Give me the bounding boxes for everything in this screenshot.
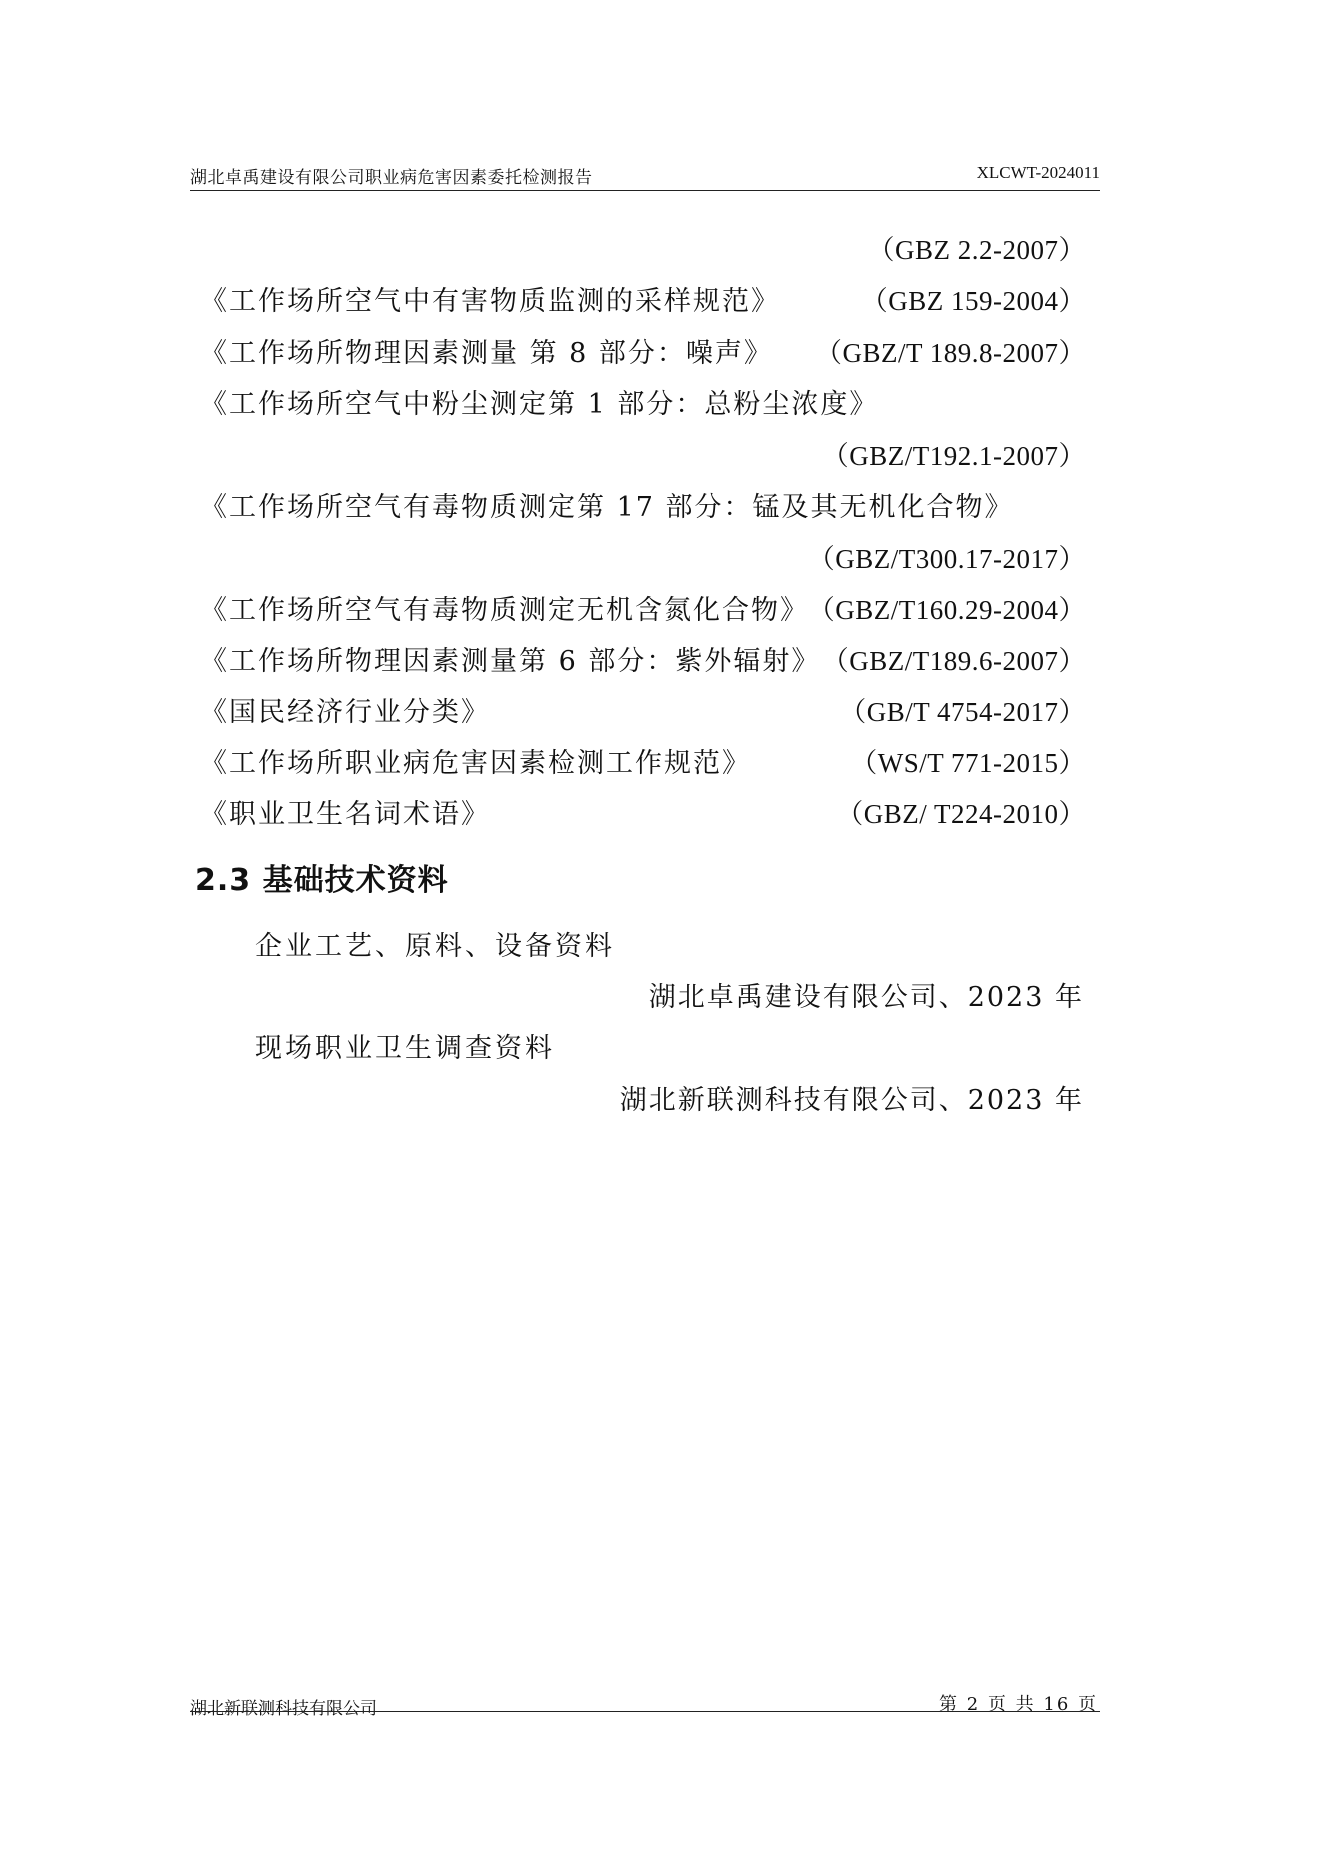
reference-title: 《工作场所空气中有害物质监测的采样规范》 [200,286,780,317]
reference-title: 《工作场所空气有毒物质测定无机含氮化合物》 [200,595,809,626]
tech-material-name: 企业工艺、原料、设备资料 [255,931,615,962]
footer-company: 湖北新联测科技有限公司 [190,1699,377,1719]
reference-code: （GBZ/T 189.8-2007） [815,338,1086,368]
reference-title: 《职业卫生名词术语》 [200,799,490,830]
reference-code: （GBZ/ T224-2010） [836,799,1086,829]
reference-code: （GBZ 159-2004） [860,286,1086,316]
reference-code: （WS/T 771-2015） [850,748,1086,778]
reference-code: （GBZ/T192.1-2007） [821,441,1086,471]
tech-material-name: 现场职业卫生调查资料 [255,1033,555,1064]
reference-code: （GB/T 4754-2017） [839,697,1086,727]
reference-title: 《工作场所空气中粉尘测定第 1 部分：总粉尘浓度》 [200,389,879,420]
header-report-number: XLCWT-2024011 [976,163,1100,182]
reference-title: 《工作场所物理因素测量第 6 部分：紫外辐射》 [200,646,821,677]
header-title: 湖北卓禹建设有限公司职业病危害因素委托检测报告 [190,168,593,188]
footer-page-info: 第 2 页 共 16 页 [939,1694,1098,1715]
reference-title: 《工作场所空气有毒物质测定第 17 部分：锰及其无机化合物》 [200,492,1014,523]
reference-title: 《工作场所物理因素测量 第 8 部分：噪声》 [200,338,773,369]
tech-material-source: 湖北卓禹建设有限公司、2023 年 [648,982,1084,1013]
tech-material-source: 湖北新联测科技有限公司、2023 年 [619,1085,1084,1116]
footer-divider [190,1711,1100,1712]
reference-code: （GBZ/T300.17-2017） [807,544,1086,574]
reference-title: 《工作场所职业病危害因素检测工作规范》 [200,748,751,779]
reference-title: 《国民经济行业分类》 [200,697,490,728]
reference-code: （GBZ/T160.29-2004） [807,595,1086,625]
section-heading: 2.3 基础技术资料 [195,863,449,898]
reference-code: （GBZ/T189.6-2007） [821,646,1086,676]
header-divider [190,190,1100,191]
reference-code: （GBZ 2.2-2007） [867,235,1086,265]
